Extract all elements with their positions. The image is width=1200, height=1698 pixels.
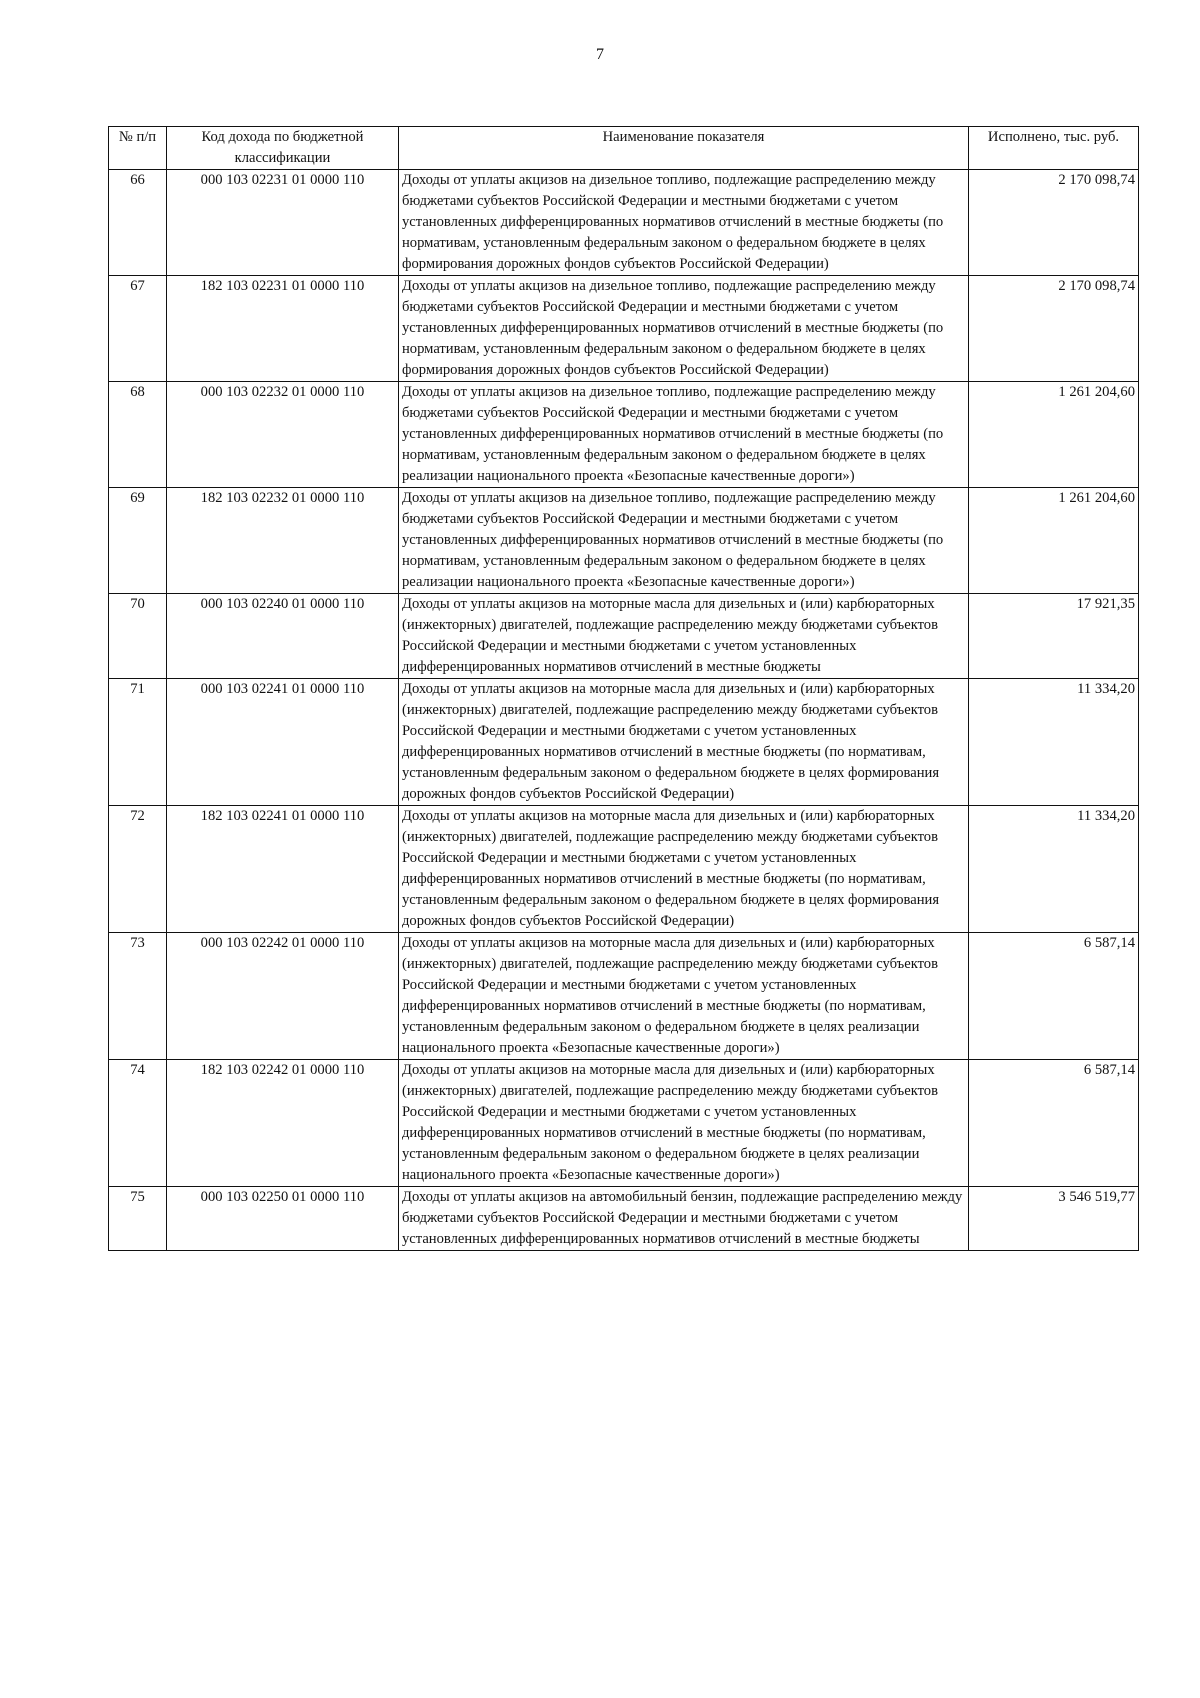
row-name: Доходы от уплаты акцизов на моторные масла для дизельных и (или) карбюраторных (инжекторных) двигателей, подлежащие распределению между бюджетами субъектов Российской Федерации и местными бюджетами с учетом установленных дифференцированных нормативов отчислений в местные бюджеты (по нормативам, установленным федеральным законом о федеральном бюджете в целях формирования дорожных фондов субъектов Российской Федерации) — [399, 679, 969, 806]
row-num: 68 — [109, 382, 167, 488]
table-row — [109, 806, 1139, 933]
table-row — [109, 170, 1139, 276]
table-row — [109, 276, 1139, 382]
row-code: 000 103 02250 01 0000 110 — [167, 1187, 399, 1251]
table-row — [109, 933, 1139, 1060]
row-name: Доходы от уплаты акцизов на моторные масла для дизельных и (или) карбюраторных (инжекторных) двигателей, подлежащие распределению между бюджетами субъектов Российской Федерации и местными бюджетами с учетом установленных дифференцированных нормативов отчислений в местные бюджеты — [399, 594, 969, 679]
table-row — [109, 1187, 1139, 1251]
row-amount: 2 170 098,74 — [969, 170, 1139, 276]
row-num: 70 — [109, 594, 167, 679]
table-row — [109, 382, 1139, 488]
row-amount: 11 334,20 — [969, 679, 1139, 806]
row-num: 74 — [109, 1060, 167, 1187]
row-num: 67 — [109, 276, 167, 382]
row-amount: 11 334,20 — [969, 806, 1139, 933]
table-row — [109, 1060, 1139, 1187]
row-code: 182 103 02242 01 0000 110 — [167, 1060, 399, 1187]
row-name: Доходы от уплаты акцизов на автомобильный бензин, подлежащие распределению между бюджетами субъектов Российской Федерации и местными бюджетами с учетом установленных дифференцированных нормативов отчислений в местные бюджеты — [399, 1187, 969, 1251]
row-num: 73 — [109, 933, 167, 1060]
row-name: Доходы от уплаты акцизов на дизельное топливо, подлежащие распределению между бюджетами субъектов Российской Федерации и местными бюджетами с учетом установленных дифференцированных нормативов отчислений в местные бюджеты (по нормативам, установленным федеральным законом о федеральном бюджете в целях реализации национального проекта «Безопасные качественные дороги») — [399, 488, 969, 594]
header-name: Наименование показателя — [399, 127, 969, 170]
row-name: Доходы от уплаты акцизов на дизельное топливо, подлежащие распределению между бюджетами субъектов Российской Федерации и местными бюджетами с учетом установленных дифференцированных нормативов отчислений в местные бюджеты (по нормативам, установленным федеральным законом о федеральном бюджете в целях формирования дорожных фондов субъектов Российской Федерации) — [399, 276, 969, 382]
row-amount: 1 261 204,60 — [969, 488, 1139, 594]
row-num: 69 — [109, 488, 167, 594]
row-name: Доходы от уплаты акцизов на моторные масла для дизельных и (или) карбюраторных (инжекторных) двигателей, подлежащие распределению между бюджетами субъектов Российской Федерации и местными бюджетами с учетом установленных дифференцированных нормативов отчислений в местные бюджеты (по нормативам, установленным федеральным законом о федеральном бюджете в целях реализации национального проекта «Безопасные качественные дороги») — [399, 933, 969, 1060]
row-amount: 6 587,14 — [969, 933, 1139, 1060]
table-row — [109, 488, 1139, 594]
row-code: 182 103 02232 01 0000 110 — [167, 488, 399, 594]
row-name: Доходы от уплаты акцизов на дизельное топливо, подлежащие распределению между бюджетами субъектов Российской Федерации и местными бюджетами с учетом установленных дифференцированных нормативов отчислений в местные бюджеты (по нормативам, установленным федеральным законом о федеральном бюджете в целях реализации национального проекта «Безопасные качественные дороги») — [399, 382, 969, 488]
page-number: 7 — [596, 46, 604, 63]
row-amount: 1 261 204,60 — [969, 382, 1139, 488]
header-amount: Исполнено, тыс. руб. — [969, 127, 1139, 170]
row-num: 66 — [109, 170, 167, 276]
header-code: Код дохода по бюджетной классификации — [167, 127, 399, 170]
row-name: Доходы от уплаты акцизов на моторные масла для дизельных и (или) карбюраторных (инжекторных) двигателей, подлежащие распределению между бюджетами субъектов Российской Федерации и местными бюджетами с учетом установленных дифференцированных нормативов отчислений в местные бюджеты (по нормативам, установленным федеральным законом о федеральном бюджете в целях формирования дорожных фондов субъектов Российской Федерации) — [399, 806, 969, 933]
row-code: 000 103 02231 01 0000 110 — [167, 170, 399, 276]
row-name: Доходы от уплаты акцизов на дизельное топливо, подлежащие распределению между бюджетами субъектов Российской Федерации и местными бюджетами с учетом установленных дифференцированных нормативов отчислений в местные бюджеты (по нормативам, установленным федеральным законом о федеральном бюджете в целях формирования дорожных фондов субъектов Российской Федерации) — [399, 170, 969, 276]
row-code: 182 103 02241 01 0000 110 — [167, 806, 399, 933]
table-header-row — [109, 127, 1139, 170]
row-code: 000 103 02232 01 0000 110 — [167, 382, 399, 488]
row-name: Доходы от уплаты акцизов на моторные масла для дизельных и (или) карбюраторных (инжекторных) двигателей, подлежащие распределению между бюджетами субъектов Российской Федерации и местными бюджетами с учетом установленных дифференцированных нормативов отчислений в местные бюджеты (по нормативам, установленным федеральным законом о федеральном бюджете в целях реализации национального проекта «Безопасные качественные дороги») — [399, 1060, 969, 1187]
row-num: 75 — [109, 1187, 167, 1251]
revenue-table — [108, 126, 1139, 1251]
row-code: 000 103 02240 01 0000 110 — [167, 594, 399, 679]
row-code: 000 103 02241 01 0000 110 — [167, 679, 399, 806]
row-num: 71 — [109, 679, 167, 806]
row-code: 000 103 02242 01 0000 110 — [167, 933, 399, 1060]
row-amount: 6 587,14 — [969, 1060, 1139, 1187]
row-amount: 3 546 519,77 — [969, 1187, 1139, 1251]
row-amount: 2 170 098,74 — [969, 276, 1139, 382]
header-num: № п/п — [109, 127, 167, 170]
row-amount: 17 921,35 — [969, 594, 1139, 679]
row-code: 182 103 02231 01 0000 110 — [167, 276, 399, 382]
table-row — [109, 679, 1139, 806]
table-row — [109, 594, 1139, 679]
row-num: 72 — [109, 806, 167, 933]
